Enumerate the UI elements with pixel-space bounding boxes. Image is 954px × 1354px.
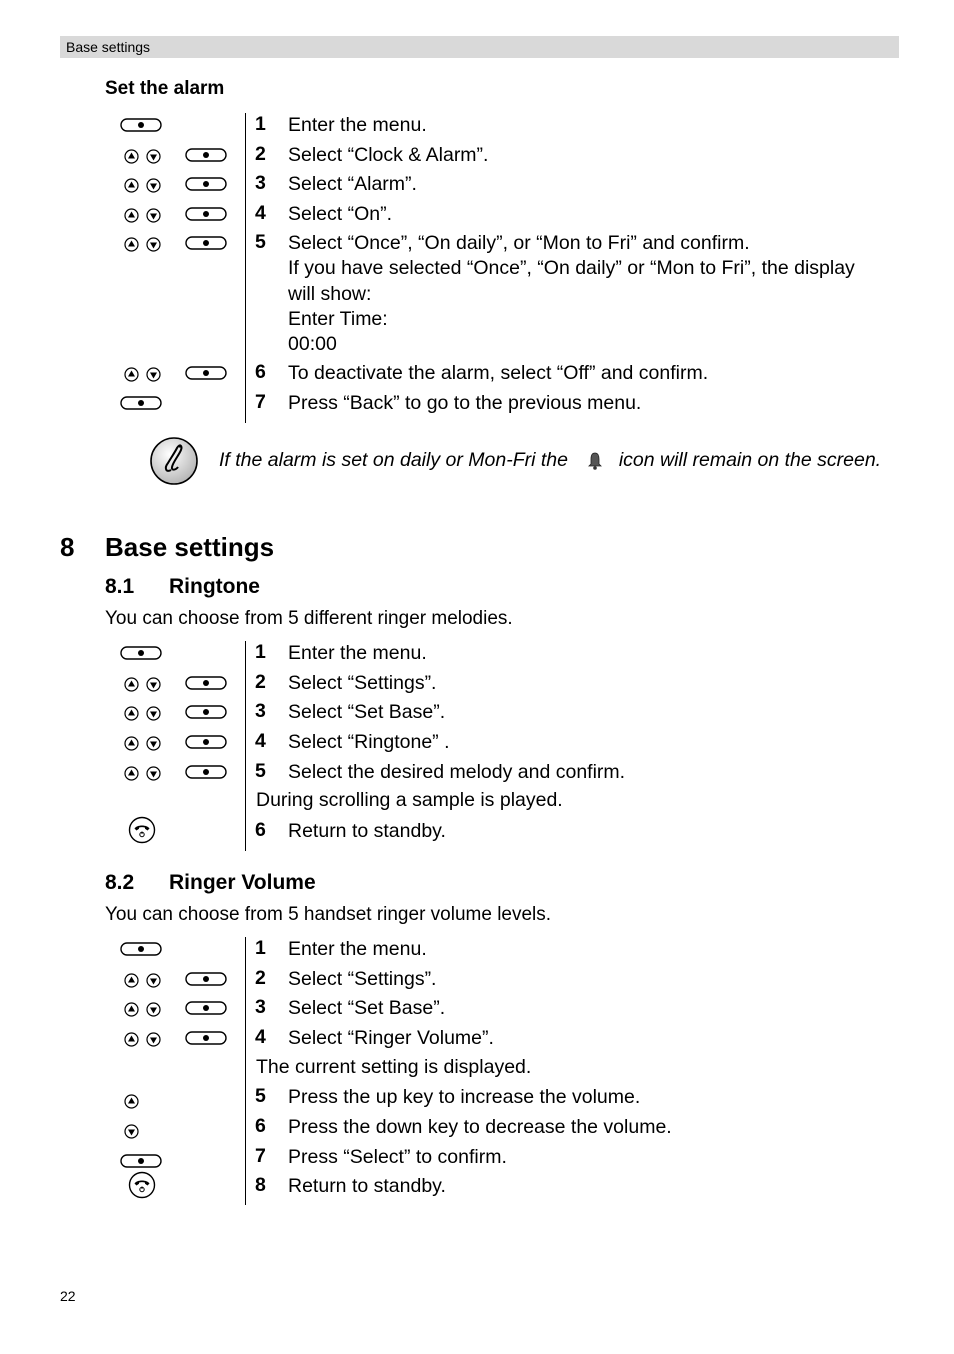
step-row [110, 202, 910, 232]
step-text: Enter Time: [288, 307, 388, 330]
step-row [110, 760, 910, 790]
section-number: 8.2 [105, 871, 135, 894]
step-text: Select “Set Base”. [288, 997, 446, 1019]
step-row [110, 819, 910, 849]
note-text-before: If the alarm is set on daily or Mon-Fri the [219, 449, 568, 471]
alarm-steps [110, 113, 910, 423]
step-number: 1 [255, 113, 266, 135]
step-text: Select “Ringer Volume”. [288, 1027, 494, 1049]
menu-key-icon [120, 1154, 162, 1168]
up-down-keys-icon [124, 365, 161, 388]
up-down-keys-icon [124, 1000, 161, 1023]
step-row [110, 1026, 910, 1056]
step-row [110, 937, 910, 967]
down-key-icon [146, 367, 161, 382]
step-number: 4 [255, 1026, 266, 1048]
step-text: Select the desired melody and confirm. [288, 761, 626, 783]
alarm-note [219, 449, 881, 472]
step-text: Press “Back” to go to the previous menu. [288, 392, 642, 414]
step-row [110, 361, 910, 391]
step-number: 4 [255, 202, 266, 224]
menu-key-icon [185, 236, 227, 250]
menu-key-icon [120, 646, 162, 660]
step-text: 00:00 [288, 333, 337, 356]
menu-key-icon [185, 972, 227, 986]
step-row [110, 789, 910, 819]
up-key-icon [124, 1094, 139, 1109]
step-number: 2 [255, 967, 266, 989]
up-key-icon [124, 736, 139, 751]
down-key-icon [146, 766, 161, 781]
up-key-icon [124, 1032, 139, 1047]
up-down-keys-icon [124, 704, 161, 727]
section-heading-ringer-volume [105, 871, 316, 895]
step-text: Select “Clock & Alarm”. [288, 144, 489, 166]
chapter-heading [60, 532, 274, 563]
down-key-icon [146, 178, 161, 193]
step-number: 2 [255, 671, 266, 693]
step-text: will show: [288, 282, 372, 305]
menu-key-icon [185, 366, 227, 380]
step-number: 3 [255, 996, 266, 1018]
step-text-block [288, 231, 855, 357]
volume-steps [110, 937, 910, 1205]
step-number: 7 [255, 1145, 266, 1167]
step-row [110, 1115, 910, 1145]
up-down-keys-icon [124, 206, 161, 229]
step-text: Enter the menu. [288, 114, 427, 136]
note-text-after: icon will remain on the screen. [618, 449, 882, 471]
step-text: Enter the menu. [288, 642, 427, 664]
step-text: Select “Settings”. [288, 672, 437, 694]
step-number: 1 [255, 937, 266, 959]
step-row [110, 391, 910, 421]
step-text: Select “On”. [288, 203, 393, 225]
chapter-title: Base settings [105, 532, 275, 562]
up-key-icon [124, 706, 139, 721]
down-key-icon [146, 208, 161, 223]
step-text: Press “Select” to confirm. [288, 1146, 507, 1168]
step-row [110, 1145, 910, 1175]
down-key-icon [146, 237, 161, 252]
up-key-icon [124, 677, 139, 692]
step-text: Press the up key to increase the volume. [288, 1086, 641, 1108]
ringtone-steps [110, 641, 910, 851]
step-text: Return to standby. [288, 1175, 446, 1197]
step-row [110, 143, 910, 173]
step-number: 3 [255, 172, 266, 194]
step-number: 4 [255, 730, 266, 752]
up-key-icon [124, 1002, 139, 1017]
step-number: 6 [255, 361, 266, 383]
menu-key-icon [185, 735, 227, 749]
down-key-icon [124, 1124, 139, 1139]
step-text: During scrolling a sample is played. [256, 789, 563, 811]
up-key-icon [124, 973, 139, 988]
up-down-keys-icon [124, 734, 161, 757]
menu-key-icon [185, 676, 227, 690]
down-key-icon [146, 149, 161, 164]
step-number: 6 [255, 819, 266, 841]
end-call-key-icon [128, 816, 156, 844]
menu-key-icon [120, 396, 162, 410]
up-key-icon [124, 367, 139, 382]
step-row [110, 172, 910, 202]
section-title: Ringtone [169, 575, 260, 598]
step-text: To deactivate the alarm, select “Off” and confirm. [288, 362, 709, 384]
up-key-icon [124, 178, 139, 193]
step-row [110, 231, 910, 361]
step-row [110, 671, 910, 701]
step-number: 1 [255, 641, 266, 663]
step-number: 8 [255, 1174, 266, 1196]
up-down-keys-icon [124, 675, 161, 698]
down-key-icon [146, 973, 161, 988]
chapter-number: 8 [60, 532, 75, 562]
step-row [110, 1056, 910, 1086]
step-text: Enter the menu. [288, 938, 427, 960]
up-key-icon [124, 237, 139, 252]
info-note-icon [149, 436, 199, 486]
step-number: 3 [255, 700, 266, 722]
page-header-title: Base settings [66, 39, 151, 55]
step-row [110, 1174, 910, 1204]
menu-key-icon [120, 942, 162, 956]
step-row [110, 641, 910, 671]
menu-key-icon [185, 1031, 227, 1045]
down-key-icon [146, 1002, 161, 1017]
step-number: 5 [255, 1085, 266, 1107]
up-down-keys-icon [124, 176, 161, 199]
step-text: Press the down key to decrease the volume. [288, 1116, 672, 1138]
up-down-keys-icon [124, 147, 161, 170]
page-number: 22 [60, 1288, 76, 1304]
step-text: Select “Alarm”. [288, 173, 417, 195]
end-call-key-icon [128, 1171, 156, 1199]
up-key-icon [124, 766, 139, 781]
step-text: Select “Once”, “On daily”, or “Mon to Fri” and confirm. [288, 232, 750, 254]
step-row [110, 967, 910, 997]
step-number: 5 [255, 760, 266, 782]
step-number: 6 [255, 1115, 266, 1137]
step-text: Return to standby. [288, 820, 446, 842]
down-key-icon [146, 706, 161, 721]
section-heading-ringtone [105, 575, 260, 599]
down-key-icon [146, 736, 161, 751]
up-key-icon [124, 208, 139, 223]
step-text: Select “Settings”. [288, 968, 437, 990]
ringtone-intro: You can choose from 5 different ringer melodies. [105, 608, 513, 629]
step-row [110, 996, 910, 1026]
step-text: Select “Set Base”. [288, 701, 446, 723]
menu-key-icon [185, 177, 227, 191]
up-down-keys-icon [124, 971, 161, 994]
up-down-keys-icon [124, 1030, 161, 1053]
step-text: If you have selected “Once”, “On daily” or “Mon to Fri”, the display [288, 257, 855, 280]
menu-key-icon [185, 705, 227, 719]
section-title: Ringer Volume [169, 871, 316, 894]
step-number: 7 [255, 391, 266, 413]
menu-key-icon [185, 1001, 227, 1015]
down-key-icon [146, 677, 161, 692]
up-key-icon [124, 149, 139, 164]
menu-key-icon [185, 148, 227, 162]
up-down-keys-icon [124, 235, 161, 258]
menu-key-icon [120, 118, 162, 132]
step-row [110, 730, 910, 760]
page-header-bar [60, 36, 899, 58]
menu-key-icon [185, 207, 227, 221]
step-text: The current setting is displayed. [256, 1056, 532, 1078]
step-row [110, 1085, 910, 1115]
bell-icon [587, 451, 603, 471]
step-number: 5 [255, 231, 266, 253]
up-down-keys-icon [124, 764, 161, 787]
section-number: 8.1 [105, 575, 135, 598]
section-title-set-alarm: Set the alarm [105, 78, 225, 99]
down-key-icon [146, 1032, 161, 1047]
step-text: Select “Ringtone” . [288, 731, 450, 753]
menu-key-icon [185, 765, 227, 779]
step-row [110, 700, 910, 730]
step-number: 2 [255, 143, 266, 165]
step-row [110, 113, 910, 143]
volume-intro: You can choose from 5 handset ringer volume levels. [105, 904, 552, 925]
